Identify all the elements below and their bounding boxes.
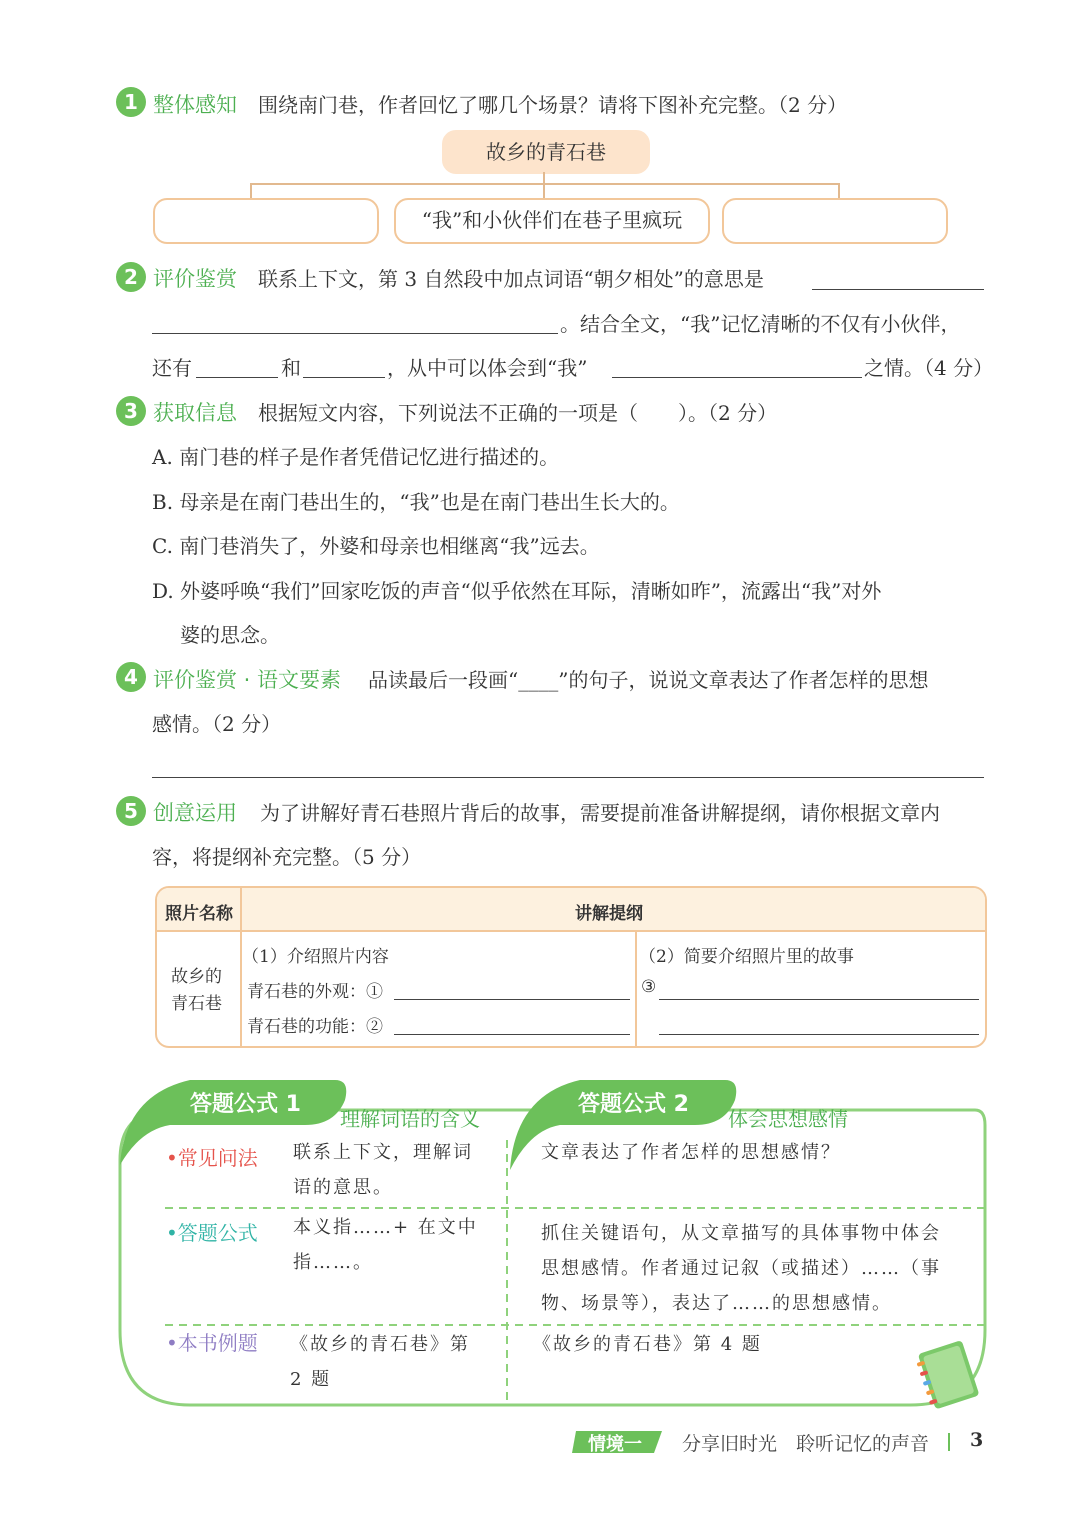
question-title: 评价鉴赏 xyxy=(153,267,237,291)
photo-name-line2: 青石巷 xyxy=(171,994,222,1014)
part2-title: （2）简要介绍照片里的故事 xyxy=(639,947,854,967)
footer-badge: 情境一 xyxy=(588,1434,642,1455)
footer-divider xyxy=(948,1433,950,1451)
question-text: 品读最后一段画“____”的句子，说说文章表达了作者怎样的思想 xyxy=(368,668,929,692)
diagram-root-label: 故乡的青石巷 xyxy=(486,140,606,164)
bullet-icon: • xyxy=(166,1331,178,1355)
option-c[interactable]: C. 南门巷消失了，外婆和母亲也相继离“我”远去。 xyxy=(152,534,600,558)
question-title: 评价鉴赏 · 语文要素 xyxy=(153,668,342,692)
option-b[interactable]: B. 母亲是在南门巷出生的，“我”也是在南门巷出生长大的。 xyxy=(152,490,680,514)
formula2-subtitle: 体会思想感情 xyxy=(728,1107,848,1131)
formula2-formula-text: 抓住关键语句，从文章描写的具体事物中体会 思想感情。作者通过记叙（或描述）……（事 物、场景等），表达了……的思想感情。 xyxy=(541,1223,941,1314)
formula1-title: 答题公式 1 xyxy=(190,1092,301,1117)
notebook-icon xyxy=(908,1336,988,1416)
part1-title: （1）介绍照片内容 xyxy=(242,947,389,967)
question-text: 之情。（4 分） xyxy=(864,356,994,380)
table-header-outline: 讲解提纲 xyxy=(575,904,643,924)
part1-item2-label: 青石巷的功能：② xyxy=(247,1017,383,1037)
question-text: 。结合全文，“我”记忆清晰的不仅有小伙伴， xyxy=(560,312,961,336)
formula2-common-text: 文章表达了作者怎样的思想感情？ xyxy=(541,1142,841,1163)
question-text: 还有 xyxy=(152,356,192,380)
question-number-badge: 2 xyxy=(116,262,146,292)
question-text: 感情。（2 分） xyxy=(152,712,282,736)
question-text: 和 xyxy=(281,356,301,380)
footer-title: 分享旧时光 聆听记忆的声音 xyxy=(682,1433,930,1455)
bullet-icon: • xyxy=(166,1146,178,1170)
question-text: 联系上下文，第 3 自然段中加点词语“朝夕相处”的意思是 xyxy=(258,267,764,291)
formula1-formula-text: 本义指……+ 在文中 指……。 xyxy=(293,1217,478,1273)
bullet-icon: • xyxy=(166,1221,178,1245)
formula2-example-text: 《故乡的青石巷》第 4 题 xyxy=(533,1334,762,1355)
question-text: 为了讲解好青石巷照片背后的故事，需要提前准备讲解提纲，请你根据文章内 xyxy=(260,801,940,825)
question-title: 整体感知 xyxy=(153,93,237,117)
question-number-badge: 5 xyxy=(116,796,146,826)
question-number-badge: 3 xyxy=(116,396,146,426)
option-a[interactable]: A. 南门巷的样子是作者凭借记忆进行描述的。 xyxy=(152,445,560,469)
question-prompt: 围绕南门巷，作者回忆了哪几个场景？请将下图补充完整。（2 分） xyxy=(258,93,848,117)
question-title: 创意运用 xyxy=(153,801,237,825)
option-d[interactable]: D. 外婆呼唤“我们”回家吃饭的声音“似乎依然在耳际，清晰如昨”，流露出“我”对外 xyxy=(152,579,882,603)
question-prompt: 根据短文内容，下列说法不正确的一项是（ ）。（2 分） xyxy=(258,401,778,425)
question-text: 容，将提纲补充完整。（5 分） xyxy=(152,845,422,869)
question-number-badge: 4 xyxy=(116,662,146,692)
formula1-subtitle: 理解词语的含义 xyxy=(340,1107,480,1131)
formula2-title: 答题公式 2 xyxy=(578,1092,689,1117)
row-label-example: •本书例题 xyxy=(166,1331,258,1355)
part1-item1-label: 青石巷的外观：① xyxy=(247,982,383,1002)
formula1-example-text: 《故乡的青石巷》第 2 题 xyxy=(290,1334,470,1390)
photo-name-line1: 故乡的 xyxy=(171,967,222,987)
diagram-middle-label: “我”和小伙伴们在巷子里疯玩 xyxy=(421,208,683,232)
question-title: 获取信息 xyxy=(153,401,237,425)
row-label-common-question: •常见问法 xyxy=(166,1146,258,1170)
question-text: ，从中可以体会到“我” xyxy=(387,356,588,380)
question-number-badge: 1 xyxy=(116,87,146,117)
formula1-common-text: 联系上下文，理解词 语的意思。 xyxy=(293,1142,473,1198)
page-number: 3 xyxy=(970,1429,984,1451)
row-label-formula: •答题公式 xyxy=(166,1221,258,1245)
option-d-continued: 婆的思念。 xyxy=(180,623,280,647)
part2-item1-label: ③ xyxy=(641,977,657,997)
table-header-photo-name: 照片名称 xyxy=(165,904,233,924)
